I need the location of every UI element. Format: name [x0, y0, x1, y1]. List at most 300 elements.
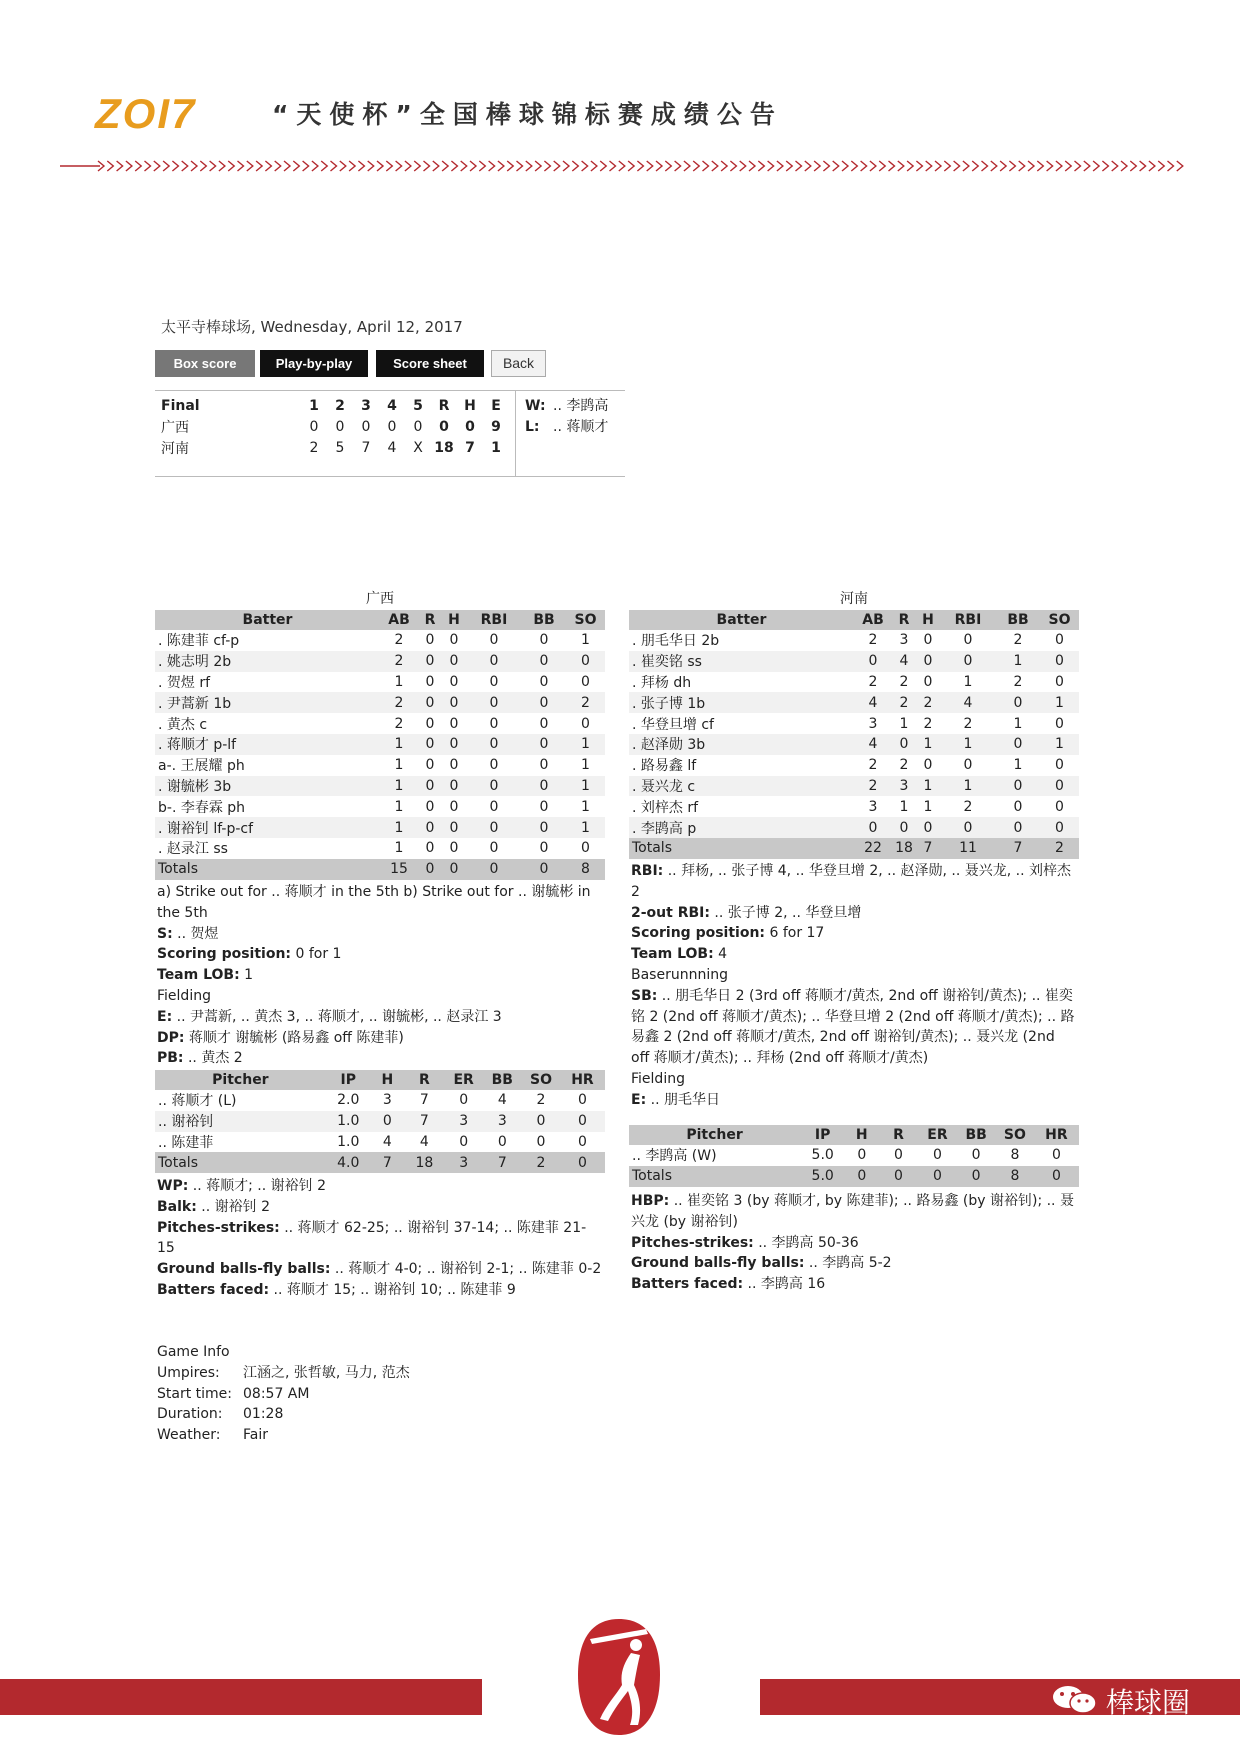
column-header: SO [566, 610, 605, 630]
stat-note-text: Fielding [157, 987, 211, 1004]
stat-note-text: Baserunnning [631, 966, 728, 983]
stat-note [631, 1274, 1076, 1295]
stat-note-text: 0 for 1 [291, 946, 342, 963]
table-cell: 2 [1013, 673, 1023, 690]
table-cell: 1 [940, 776, 996, 797]
table-cell: 0 [892, 734, 916, 755]
column-header: BB [996, 610, 1040, 630]
table-cell: 0 [581, 715, 590, 732]
table-cell: 1 [899, 715, 909, 732]
stat-note-text: .. 谢裕钊 2 [196, 1198, 270, 1215]
table-cell: 5.0 [811, 1147, 834, 1164]
stat-note-label: Scoring position: [631, 925, 766, 942]
table-cell: 0 [857, 1147, 867, 1164]
table-cell: 3 [483, 1111, 523, 1132]
line-score-table [155, 395, 509, 458]
line-score-cell: 0 [309, 418, 319, 435]
table-cell: 0 [854, 817, 892, 838]
table-cell: 0 [1055, 798, 1064, 815]
table-cell: 0 [923, 632, 933, 649]
table-cell: 2 [868, 632, 878, 649]
table-row [155, 734, 605, 755]
stat-note-label: WP: [157, 1178, 189, 1194]
stat-note-label: Batters faced: [631, 1276, 744, 1293]
table-cell: 0 [522, 734, 566, 755]
totals-cell: Totals [629, 1166, 800, 1187]
totals-cell: 0 [466, 859, 522, 880]
table-cell: 0 [418, 776, 442, 797]
totals-cell: 2 [1040, 838, 1079, 859]
totals-cell: 22 [854, 838, 892, 859]
column-header: BB [956, 1125, 996, 1145]
stat-note [631, 1233, 1076, 1254]
table-cell: . 谢裕钊 lf-p-cf [155, 817, 380, 838]
table-cell: 2 [394, 715, 404, 732]
table-row [629, 651, 1079, 672]
table-cell: 1 [940, 734, 996, 755]
loss-pitcher-name: .. 蒋顺才 [553, 419, 609, 435]
table-cell: 1 [566, 776, 605, 797]
table-cell: 0 [449, 673, 459, 690]
table-cell: 0 [963, 632, 973, 649]
table-cell: 1 [380, 776, 418, 797]
column-header: ER [445, 1070, 483, 1090]
column-header: Batter [629, 610, 854, 630]
totals-row [155, 1152, 605, 1173]
table-cell: 2 [916, 692, 940, 713]
table-cell: b-. 李春霖 ph [158, 799, 246, 816]
totals-cell: 0 [442, 859, 466, 880]
table-cell: 1 [394, 798, 404, 815]
totals-row [155, 859, 605, 880]
line-score-column-header: 4 [387, 397, 397, 414]
line-score-cell: 0 [439, 418, 449, 435]
stat-note [157, 1028, 602, 1049]
table-cell: 1.0 [326, 1111, 371, 1132]
stat-note-label: Batters faced: [157, 1281, 270, 1298]
stat-note-label: S: [157, 925, 173, 942]
table-cell: 0 [566, 651, 605, 672]
line-score-cell: 2 [309, 439, 319, 456]
table-cell: 1 [963, 673, 973, 690]
table-cell: 0 [425, 798, 435, 815]
box-header-row [629, 1125, 1079, 1145]
table-cell: 1 [581, 757, 590, 774]
game-info-value: 08:57 AM [243, 1385, 310, 1402]
table-cell: 2.0 [337, 1092, 360, 1109]
table-cell: . 聂兴龙 c [629, 776, 854, 797]
table-cell: 4 [382, 1133, 392, 1150]
stat-note-label: PB: [157, 1050, 184, 1067]
loss-label: L: [525, 419, 540, 435]
totals-cell: 0 [845, 1166, 878, 1187]
table-cell: . 路易鑫 lf [632, 758, 697, 775]
column-header: R [418, 610, 442, 630]
table-row [629, 755, 1079, 776]
line-score-cell: 0 [465, 418, 475, 435]
table-cell: 0 [442, 692, 466, 713]
baseball-batter-emblem-icon [576, 1615, 662, 1739]
guangxi-batting-notes [157, 882, 602, 1069]
column-header: H [845, 1125, 878, 1145]
table-cell: . 华登旦增 cf [632, 716, 714, 733]
stat-note [157, 1218, 602, 1260]
table-cell: 0 [522, 817, 566, 838]
line-score-cell: 7 [465, 439, 475, 456]
stat-note-label: Pitches-strikes: [631, 1234, 754, 1251]
henan-pitching-notes [631, 1191, 1076, 1295]
document-title: “天使杯”全国棒球锦标赛成绩公告 [272, 100, 783, 129]
line-score-column-header: R [438, 397, 450, 414]
table-cell: 0 [442, 776, 466, 797]
table-cell: 0 [449, 798, 459, 815]
table-cell: 2 [899, 757, 909, 774]
box-header-row [155, 1070, 605, 1090]
line-score-row [155, 437, 509, 458]
totals-cell: 18 [892, 838, 916, 859]
column-header: HR [560, 1070, 605, 1090]
table-cell: 0 [1040, 651, 1079, 672]
stat-note [631, 1090, 1076, 1111]
stat-note-text: .. 李鹍高 50-36 [753, 1234, 859, 1251]
line-score-team: 河南 [161, 440, 189, 457]
table-cell: 8 [1010, 1147, 1020, 1164]
totals-cell: 0 [878, 1166, 918, 1187]
totals-cell: 5.0 [800, 1166, 845, 1187]
table-cell: 0 [1055, 715, 1064, 732]
table-cell: 1 [916, 734, 940, 755]
table-cell: 0 [916, 817, 940, 838]
totals-cell: Totals [155, 859, 380, 880]
guangxi-team-title: 广西 [366, 591, 394, 607]
table-cell: 2 [899, 673, 909, 690]
stat-note [157, 924, 602, 945]
table-cell: 4 [854, 692, 892, 713]
totals-cell: 2 [522, 1152, 560, 1173]
column-header: IP [326, 1070, 371, 1090]
table-cell: 0 [449, 757, 459, 774]
table-cell: 2 [963, 798, 973, 815]
table-cell: 1 [581, 798, 590, 815]
column-header: BB [522, 610, 566, 630]
stat-note-label: E: [631, 1091, 647, 1108]
table-cell: 2 [394, 632, 404, 649]
table-cell: 0 [539, 798, 549, 815]
table-cell: 7 [419, 1092, 429, 1109]
table-row [155, 1090, 605, 1111]
table-cell: 0 [894, 1147, 903, 1164]
table-row [155, 692, 605, 713]
line-score-divider [515, 391, 516, 476]
win-label: W: [525, 398, 546, 414]
table-cell: 0 [916, 651, 940, 672]
table-cell: . 崔奕铭 ss [629, 651, 854, 672]
stat-note-text: .. 尹蒿新, .. 黄杰 3, .. 蒋顺才, .. 谢毓彬, .. 赵录江 3 [172, 1008, 502, 1025]
table-cell: 0 [1040, 817, 1079, 838]
stat-note-text: a) Strike out for .. 蒋顺才 in the 5th b) Strike out for .. 谢毓彬 in the 5th [157, 884, 591, 921]
line-score-cell: 0 [335, 418, 345, 435]
stat-note [631, 986, 1076, 1069]
table-cell: 0 [539, 715, 549, 732]
stat-note-text: .. 李鹍高 5-2 [804, 1255, 892, 1272]
table-cell: 0 [442, 651, 466, 672]
stat-note-text: .. 崔奕铭 3 (by 蒋顺才, by 陈建菲); .. 路易鑫 (by 谢裕钊); .. 聂兴龙 (by 谢裕钊) [631, 1193, 1074, 1230]
game-info-value: Fair [243, 1427, 268, 1444]
totals-cell: 8 [566, 859, 605, 880]
table-row [629, 713, 1079, 734]
stat-note-text: .. 蒋顺才 15; .. 谢裕钊 10; .. 陈建菲 9 [269, 1281, 516, 1298]
line-score-cell: 5 [335, 439, 345, 456]
stat-note-label: Team LOB: [157, 967, 240, 984]
table-cell: . 黄杰 c [158, 716, 208, 733]
table-row [629, 630, 1079, 651]
table-cell: 0 [996, 817, 1040, 838]
stat-note-text: 4 [713, 946, 728, 963]
table-cell: 3 [868, 798, 878, 815]
stat-note-text: .. 拜杨, .. 张子博 4, .. 华登旦增 2, .. 赵泽勋, .. 聂兴龙, .. 刘梓杰 2 [631, 863, 1072, 900]
table-cell: 0 [539, 757, 549, 774]
column-header: Pitcher [155, 1070, 326, 1090]
table-cell: 1 [566, 734, 605, 755]
totals-cell: 0 [1034, 1166, 1079, 1187]
table-cell: 2 [892, 692, 916, 713]
table-cell: . 谢毓彬 3b [155, 776, 380, 797]
table-cell: 2 [923, 715, 933, 732]
table-cell: 0 [1051, 1147, 1061, 1164]
stat-note-text: .. 蒋顺才 62-25; .. 谢裕钊 37-14; .. 陈建菲 21-15 [157, 1219, 587, 1257]
table-cell: 0 [425, 757, 435, 774]
table-cell: 0 [425, 673, 435, 690]
column-header: RBI [940, 610, 996, 630]
table-cell: 2 [854, 776, 892, 797]
box-header-row [155, 610, 605, 630]
line-score-cell: 0 [361, 418, 371, 435]
stat-note [157, 1176, 602, 1197]
henan-team-title: 河南 [840, 591, 868, 607]
table-cell: 0 [971, 1147, 981, 1164]
totals-cell: 0 [418, 859, 442, 880]
win-pitcher-name: .. 李鹍高 [553, 398, 609, 414]
column-header: H [916, 610, 940, 630]
table-cell: 3 [382, 1092, 392, 1109]
table-cell: 2 [963, 715, 973, 732]
table-row [629, 1145, 1079, 1166]
table-cell: 0 [459, 1092, 469, 1109]
stat-note [157, 1197, 602, 1218]
table-cell: 0 [489, 632, 499, 649]
table-cell: 0 [1055, 673, 1064, 690]
wechat-account-name: 棒球圈 [1106, 1686, 1191, 1719]
table-row [629, 817, 1079, 838]
table-cell: 1 [923, 798, 933, 815]
table-cell: 0 [932, 1147, 942, 1164]
table-cell: . 姚志明 2b [155, 651, 380, 672]
back-button[interactable]: Back [491, 350, 546, 377]
stat-note-text: .. 蒋顺才 4-0; .. 谢裕钊 2-1; .. 陈建菲 0-2 [330, 1261, 602, 1278]
guangxi-pitching-notes [157, 1176, 602, 1301]
table-cell: 0 [539, 840, 549, 857]
table-row [155, 651, 605, 672]
stat-note [631, 861, 1076, 903]
totals-row [629, 1166, 1079, 1187]
table-cell: 0 [854, 651, 892, 672]
stat-note-text: .. 贺煜 [172, 925, 219, 942]
table-cell: 0 [371, 1111, 404, 1132]
totals-cell: Totals [629, 838, 854, 859]
box-score-button[interactable]: Box score [155, 350, 255, 377]
stat-note-text: .. 张子博 2, .. 华登旦增 [709, 904, 862, 921]
table-row [155, 796, 605, 817]
line-score-column-header: H [464, 397, 476, 414]
table-cell: 0 [449, 632, 459, 649]
column-header: HR [1034, 1125, 1079, 1145]
table-cell: 4 [854, 734, 892, 755]
table-row [629, 796, 1079, 817]
table-cell: 0 [923, 757, 933, 774]
table-cell: 1.0 [337, 1133, 360, 1150]
table-cell: 1 [566, 817, 605, 838]
table-cell: . 赵录江 ss [158, 841, 228, 858]
column-header: RBI [466, 610, 522, 630]
stat-note-text: 1 [239, 967, 254, 984]
play-by-play-button[interactable]: Play-by-play [260, 350, 368, 377]
column-header: H [371, 1070, 404, 1090]
table-cell: 0 [489, 757, 499, 774]
table-row [155, 1132, 605, 1153]
wechat-icon [1050, 1683, 1102, 1715]
pitcher-decisions [525, 396, 608, 438]
stat-note-label: SB: [631, 987, 658, 1004]
stat-note-label: HBP: [631, 1193, 670, 1209]
game-info [157, 1342, 557, 1446]
game-info-row [157, 1404, 557, 1425]
game-info-row [157, 1425, 557, 1446]
table-row [155, 838, 605, 859]
line-score-cell: 7 [361, 439, 371, 456]
game-info-value: 江涵之, 张哲敏, 马力, 范杰 [243, 1364, 410, 1381]
stat-note-text: .. 朋毛华日 2 (3rd off 蒋顺才/黄杰, 2nd off 谢裕钊/黄杰); .. 崔奕铭 2 (2nd off 蒋顺才/黄杰); .. 华登旦增 2 (2nd off 蒋顺才/黄杰); .. 路易鑫 2 (2nd off 蒋顺才/黄杰, 2nd off 谢裕钊/黄杰); .. 聂兴龙 (2nd off 蒋顺才/黄杰); .. 拜杨 (2nd off 蒋顺才/黄杰) [631, 987, 1075, 1067]
table-cell: . 拜杨 dh [632, 674, 692, 691]
totals-cell: 0 [919, 1166, 957, 1187]
guangxi-batting-table [155, 610, 605, 880]
line-score-column-header: 1 [309, 397, 319, 414]
table-cell: 0 [418, 734, 442, 755]
table-cell: 0 [996, 692, 1040, 713]
table-cell: . 蒋顺才 p-lf [155, 734, 380, 755]
table-cell: .. 陈建菲 [158, 1134, 214, 1151]
totals-cell: 0 [956, 1166, 996, 1187]
table-cell: 0 [489, 798, 499, 815]
table-cell: 0 [449, 840, 459, 857]
column-header: Pitcher [629, 1125, 800, 1145]
column-header: SO [522, 1070, 560, 1090]
stat-note [631, 1191, 1076, 1233]
table-cell: 0 [892, 817, 916, 838]
table-cell: 1 [394, 757, 404, 774]
venue-date-line: 太平寺棒球场, Wednesday, April 12, 2017 [161, 318, 463, 336]
table-cell: 0 [497, 1133, 507, 1150]
table-cell: 4 [419, 1133, 429, 1150]
line-score-row [155, 416, 509, 437]
stat-note-label: Balk: [157, 1198, 197, 1215]
stat-note [157, 1259, 602, 1280]
table-cell: 1 [1040, 734, 1079, 755]
totals-cell: 11 [940, 838, 996, 859]
table-cell: . 张子博 1b [629, 692, 854, 713]
stat-note-text: .. 李鹍高 16 [743, 1276, 826, 1293]
table-cell: 0 [459, 1133, 469, 1150]
table-cell: 4 [892, 651, 916, 672]
line-score-column-header: 2 [335, 397, 345, 414]
table-cell: 0 [522, 692, 566, 713]
stat-note-text: 6 for 17 [765, 925, 825, 942]
line-score-column-header: 3 [361, 397, 371, 414]
table-cell: 1 [380, 734, 418, 755]
column-header: AB [854, 610, 892, 630]
table-cell: 0 [923, 673, 933, 690]
table-row [629, 692, 1079, 713]
totals-cell: 7 [916, 838, 940, 859]
stat-note-text: .. 朋毛华日 [646, 1091, 720, 1108]
table-cell: 0 [418, 817, 442, 838]
table-cell: 2 [566, 692, 605, 713]
table-cell: . 朋毛华日 2b [632, 633, 720, 650]
column-header: SO [996, 1125, 1034, 1145]
stat-note-label: Pitches-strikes: [157, 1219, 280, 1236]
stat-note [631, 1069, 1076, 1090]
table-cell: 1 [1040, 692, 1079, 713]
column-header: AB [380, 610, 418, 630]
table-row [155, 776, 605, 797]
line-score-cell: 1 [491, 439, 501, 456]
table-cell: 1 [394, 673, 404, 690]
table-cell: 0 [581, 673, 590, 690]
stat-note-label: DP: [157, 1029, 185, 1046]
score-sheet-button[interactable]: Score sheet [376, 350, 484, 377]
henan-pitching-table [629, 1125, 1079, 1187]
table-cell: .. 谢裕钊 [155, 1111, 326, 1132]
stat-note [157, 944, 602, 965]
table-cell: 1 [581, 632, 590, 649]
table-row [629, 776, 1079, 797]
stat-note [157, 882, 602, 924]
table-cell: 0 [940, 651, 996, 672]
table-cell: 4 [497, 1092, 507, 1109]
table-cell: 0 [522, 1111, 560, 1132]
stat-note [631, 903, 1076, 924]
table-cell: . 赵泽勋 3b [629, 734, 854, 755]
table-cell: 0 [425, 715, 435, 732]
table-cell: 0 [466, 817, 522, 838]
column-header: SO [1040, 610, 1079, 630]
henan-batting-table [629, 610, 1079, 859]
table-cell: 0 [489, 673, 499, 690]
table-cell: 3 [892, 776, 916, 797]
table-cell: 2 [868, 673, 878, 690]
game-info-label: Umpires: [157, 1364, 220, 1381]
table-row [155, 672, 605, 693]
table-cell: 0 [466, 692, 522, 713]
game-info-label: Duration: [157, 1406, 223, 1423]
table-cell: 0 [1040, 776, 1079, 797]
line-score-status: Final [161, 397, 200, 414]
table-cell: 0 [578, 1092, 587, 1109]
column-header: H [442, 610, 466, 630]
stat-note-label: Team LOB: [631, 946, 714, 963]
stat-note-text: .. 黄杰 2 [183, 1050, 243, 1067]
game-info-label: Weather: [157, 1427, 221, 1444]
table-cell: 0 [1013, 798, 1023, 815]
